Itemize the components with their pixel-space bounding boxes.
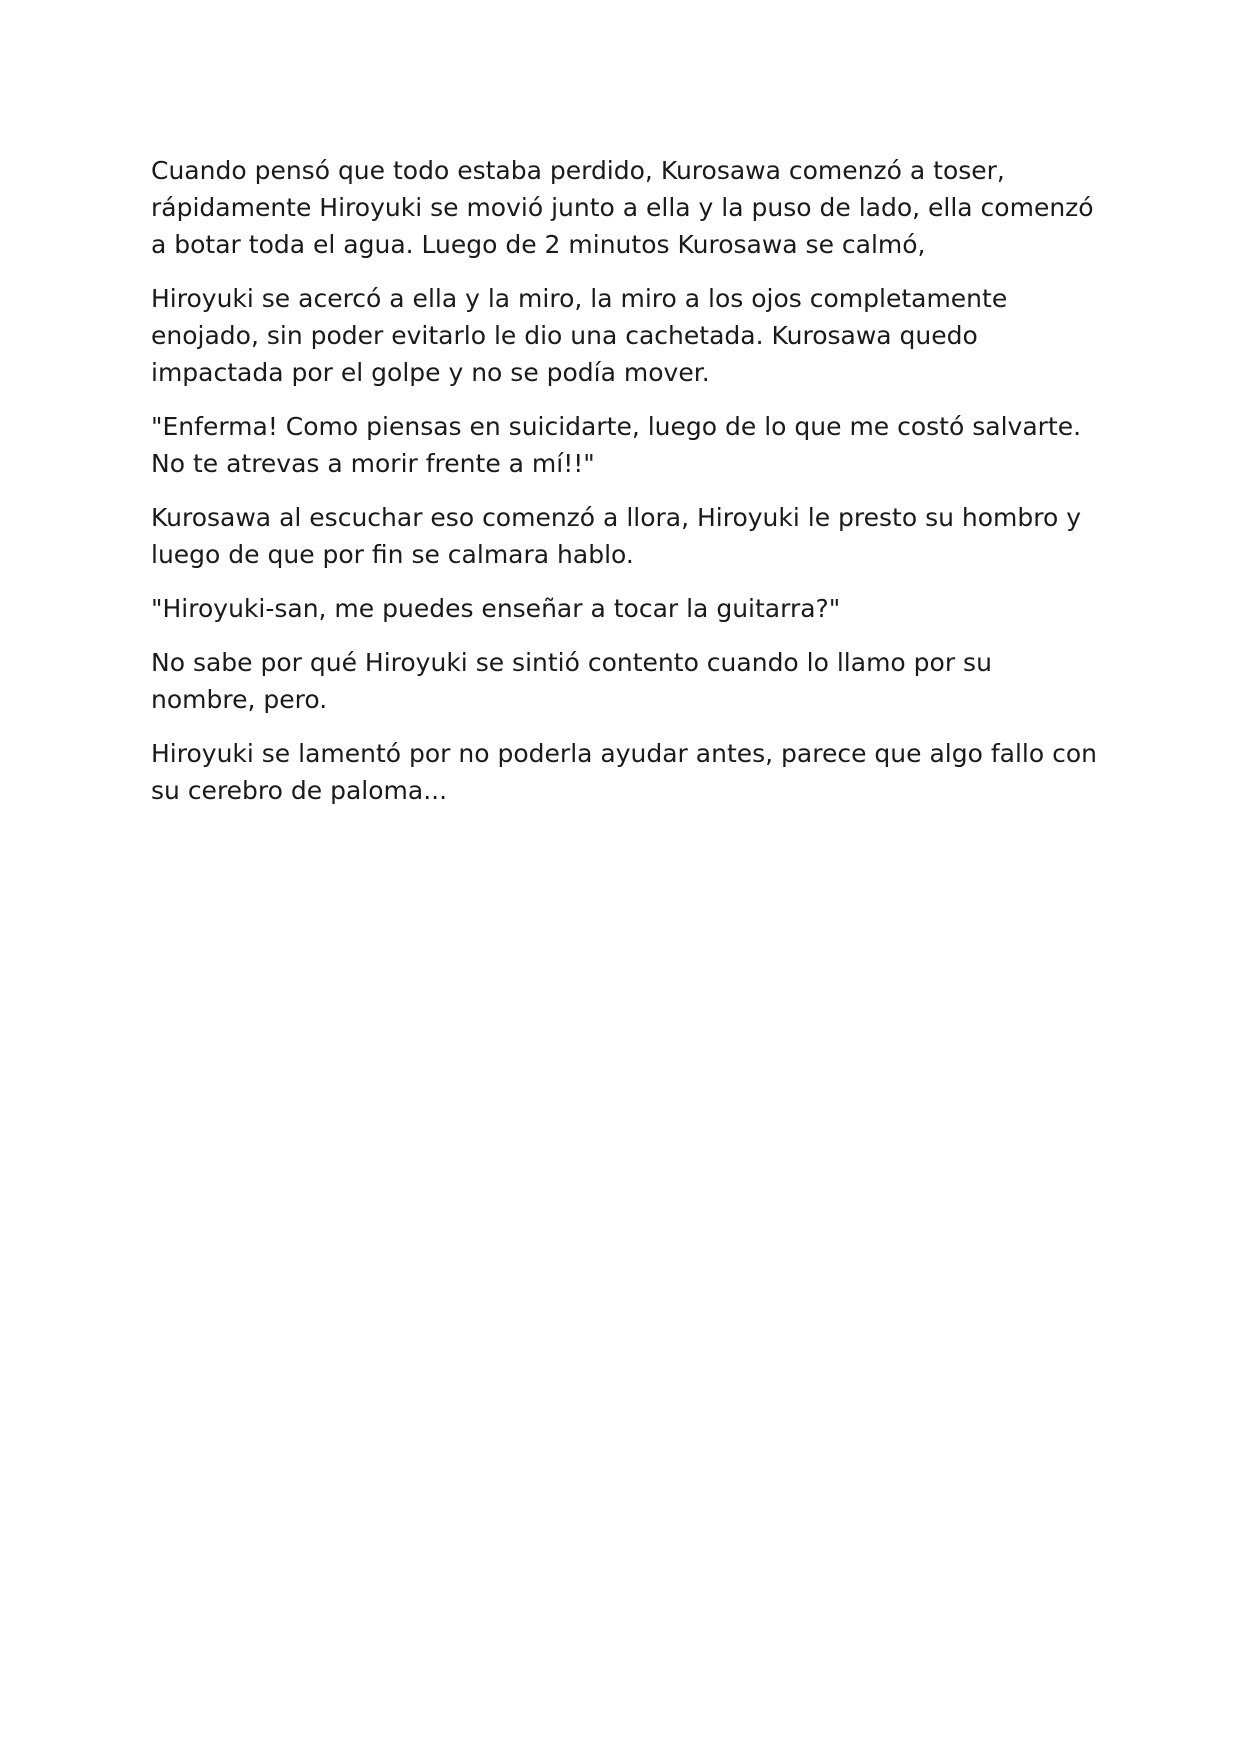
paragraph: Hiroyuki se lamentó por no poderla ayudar antes, parece que algo fallo con su cerebro de paloma... <box>151 739 1097 805</box>
paragraph: "Enferma! Como piensas en suicidarte, luego de lo que me costó salvarte. No te atrevas a morir frente a mí!!" <box>151 412 1082 478</box>
document-body <box>151 152 1101 826</box>
paragraph: "Hiroyuki-san, me puedes enseñar a tocar la guitarra?" <box>151 594 841 623</box>
paragraph: Cuando pensó que todo estaba perdido, Kurosawa comenzó a toser, rápidamente Hiroyuki se movió junto a ella y la puso de lado, ella comenzó a botar toda el agua. Luego de 2 minutos Kurosawa se calmó, <box>151 156 1094 259</box>
paragraph: Hiroyuki se acercó a ella y la miro, la miro a los ojos completamente enojado, sin poder evitarlo le dio una cachetada. Kurosawa quedo impactada por el golpe y no se podía mover. <box>151 284 1008 387</box>
paragraph: Kurosawa al escuchar eso comenzó a llora, Hiroyuki le presto su hombro y luego de que por fin se calmara hablo. <box>151 503 1082 569</box>
paragraph: No sabe por qué Hiroyuki se sintió contento cuando lo llamo por su nombre, pero. <box>151 648 992 714</box>
